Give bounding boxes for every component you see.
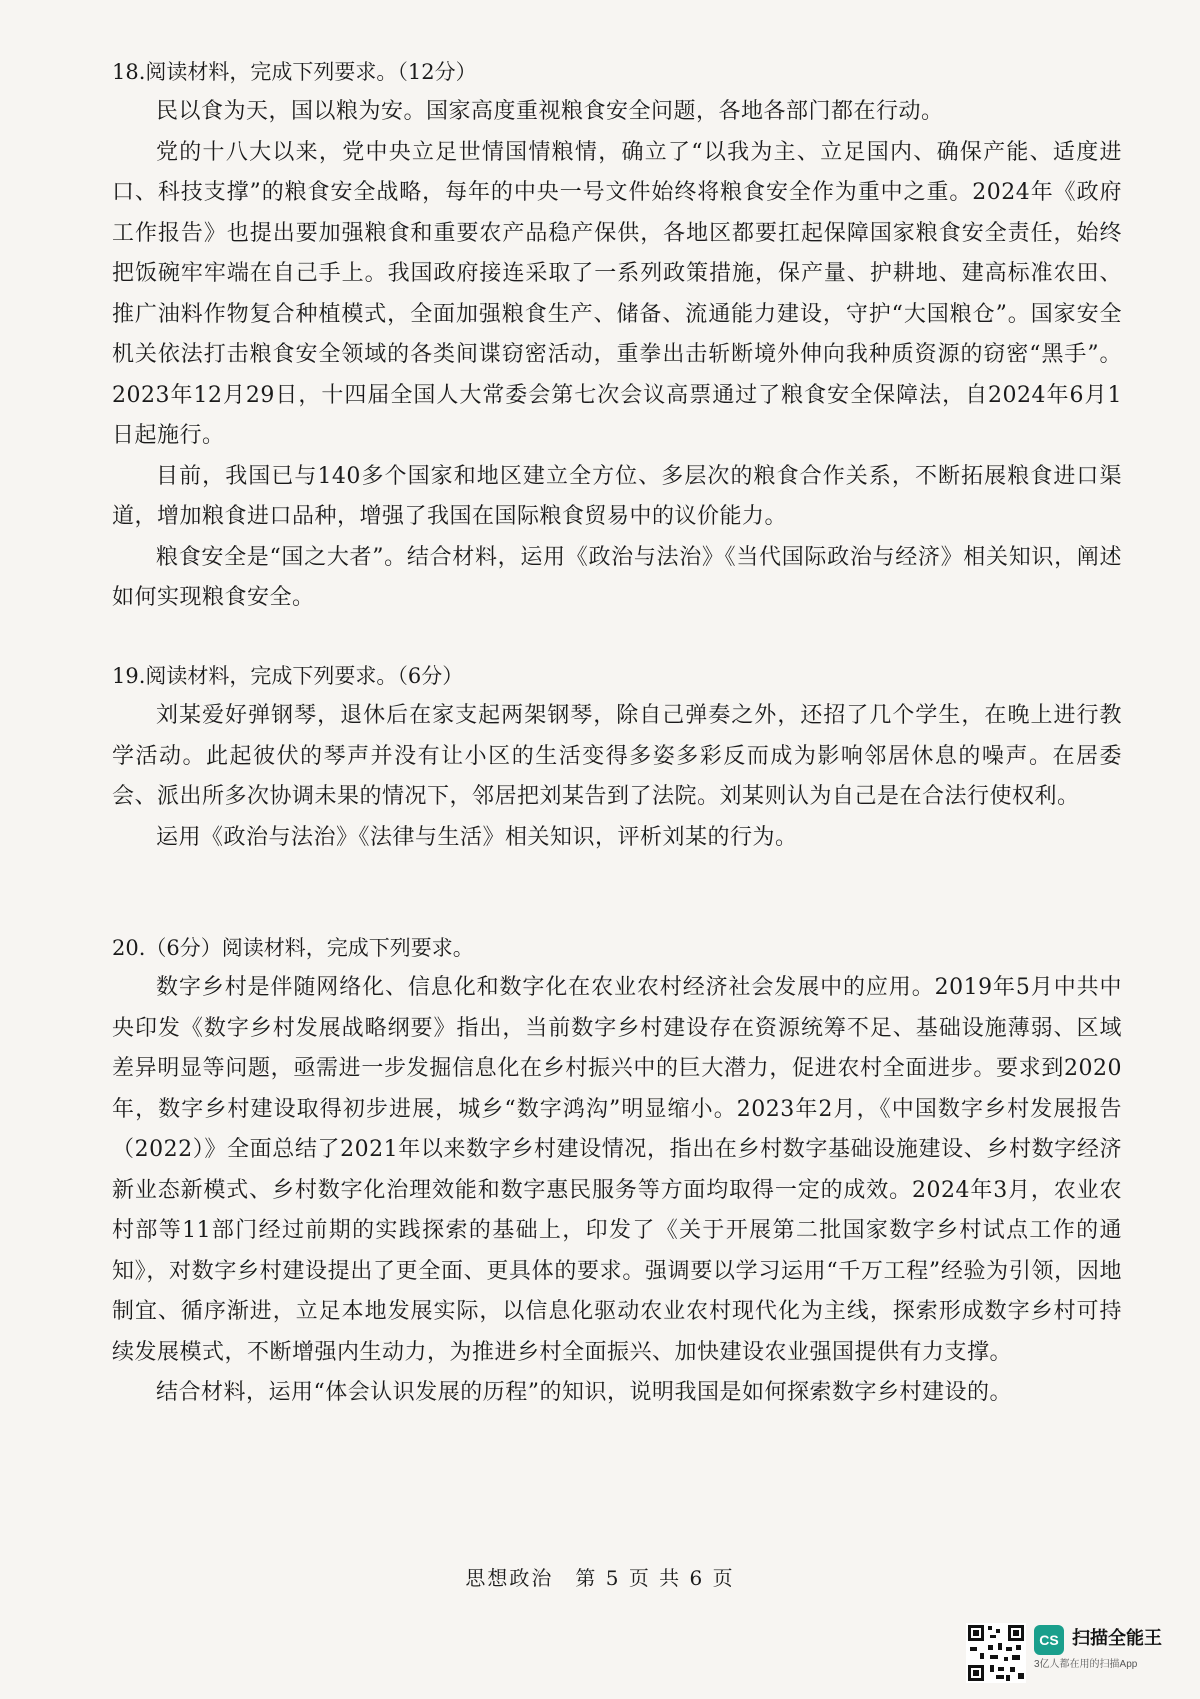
question-18-paragraph: 党的十八大以来，党中央立足世情国情粮情，确立了“以我为主、立足国内、确保产能、适度进口、科技支撑”的粮食安全战略，每年的中央一号文件始终将粮食安全作为重中之重。2024年《政府工作报告》也提出要加强粮食和重要农产品稳产保供，各地区都要扛起保障国家粮食安全责任，始终把饭碗牢牢端在自己手上。我国政府接连采取了一系列政策措施，保产量、护耕地、建高标准农田、推广油料作物复合种植模式，全面加强粮食生产、储备、流通能力建设，守护“大国粮仓”。国家安全机关依法打击粮食安全领域的各类间谍窃密活动，重拳出击斩断境外伸向我种质资源的窃密“黑手”。2023年12月29日，十四届全国人大常委会第七次会议高票通过了粮食安全保障法，自2024年6月1日起施行。: [112, 139, 1122, 448]
question-20: [112, 928, 1122, 1414]
question-19-prompt: 运用《政治与法治》《法律与生活》相关知识，评析刘某的行为。: [156, 824, 798, 850]
camscanner-logo-icon: CS: [1034, 1625, 1064, 1655]
question-19-paragraph: 刘某爱好弹钢琴，退休后在家支起两架钢琴，除自己弹奏之外，还招了几个学生，在晚上进行教学活动。此起彼伏的琴声并没有让小区的生活变得多姿多彩反而成为影响邻居休息的噪声。在居委会、派出所多次协调未果的情况下，邻居把刘某告到了法院。刘某则认为自己是在合法行使权利。: [112, 703, 1122, 809]
question-19: [112, 656, 1122, 858]
question-20-paragraph: 数字乡村是伴随网络化、信息化和数字化在农业农村经济社会发展中的应用。2019年5月中共中央印发《数字乡村发展战略纲要》指出，当前数字乡村建设存在资源统筹不足、基础设施薄弱、区域差异明显等问题，亟需进一步发掘信息化在乡村振兴中的巨大潜力，促进农村全面进步。要求到2020年，数字乡村建设取得初步进展，城乡“数字鸿沟”明显缩小。2023年2月，《中国数字乡村发展报告（2022）》全面总结了2021年以来数字乡村建设情况，指出在乡村数字基础设施建设、乡村数字经济新业态新模式、乡村数字化治理效能和数字惠民服务等方面均取得一定的成效。2024年3月，农业农村部等11部门经过前期的实践探索的基础上，印发了《关于开展第二批国家数字乡村试点工作的通知》，对数字乡村建设提出了更全面、更具体的要求。强调要以学习运用“千万工程”经验为引领，因地制宜、循序渐进，立足本地发展实际，以信息化驱动农业农村现代化为主线，探索形成数字乡村可持续发展模式，不断增强内生动力，为推进乡村全面振兴、加快建设农业强国提供有力支撑。: [112, 975, 1122, 1365]
question-18-paragraph: 民以食为天，国以粮为安。国家高度重视粮食安全问题，各地各部门都在行动。: [156, 99, 944, 124]
page-footer: 思想政治 第 5 页 共 6 页: [465, 1566, 735, 1590]
question-20-title: 20.（6分）阅读材料，完成下列要求。: [112, 936, 474, 960]
question-18-prompt: 粮食安全是“国之大者”。结合材料，运用《政治与法治》《当代国际政治与经济》相关知识，阐述如何实现粮食安全。: [112, 544, 1122, 610]
qr-code-icon: [966, 1623, 1026, 1683]
question-18-paragraph: 目前，我国已与140多个国家和地区建立全方位、多层次的粮食合作关系，不断拓展粮食进口渠道，增加粮食进口品种，增强了我国在国际粮食贸易中的议价能力。: [112, 463, 1122, 529]
question-19-title: 19.阅读材料，完成下列要求。（6分）: [112, 664, 464, 688]
scanner-app-name: 扫描全能王: [1072, 1628, 1162, 1648]
question-20-prompt: 结合材料，运用“体会认识发展的历程”的知识，说明我国是如何探索数字乡村建设的。: [156, 1380, 1012, 1405]
question-18: [112, 52, 1122, 619]
scanner-watermark: [966, 1623, 1162, 1683]
question-18-title: 18.阅读材料，完成下列要求。（12分）: [112, 60, 477, 84]
scanner-app-tagline: 3亿人都在用的扫描App: [1034, 1659, 1138, 1670]
